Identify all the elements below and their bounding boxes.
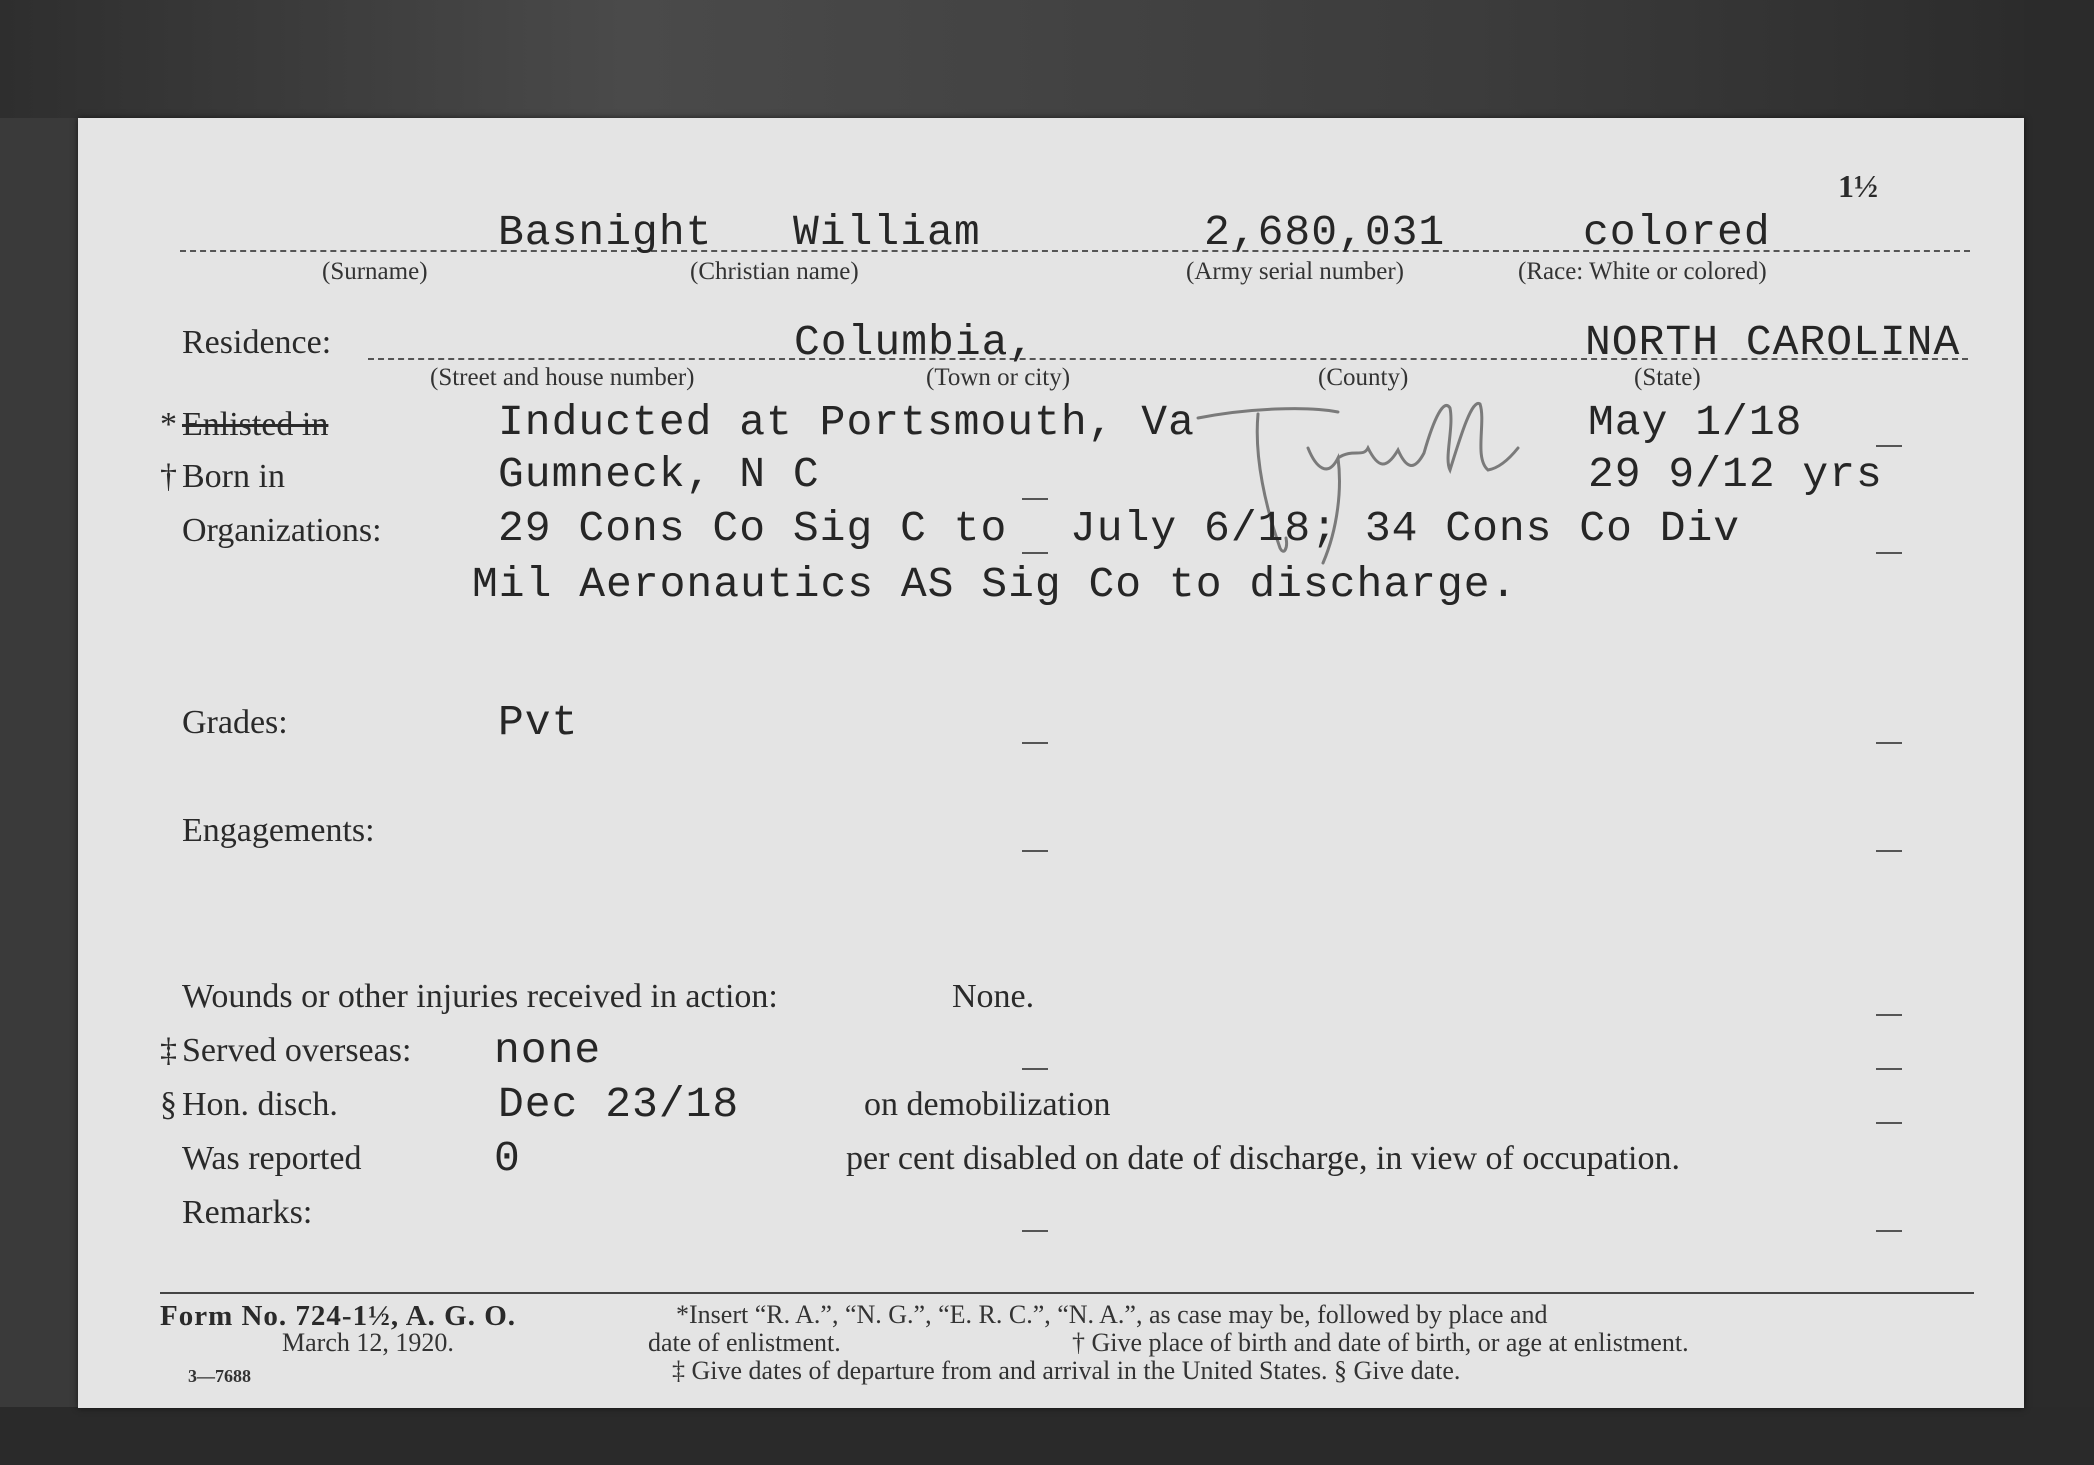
- serial-number-value: 2,680,031: [1204, 208, 1446, 257]
- dash: [1022, 1068, 1048, 1070]
- enlisted-label: Enlisted in: [182, 406, 329, 443]
- dash: [1876, 742, 1902, 744]
- dash: [1876, 1068, 1902, 1070]
- dash: [1876, 1122, 1902, 1124]
- form-code: 3—7688: [188, 1366, 251, 1386]
- overseas-label: Served overseas:: [182, 1032, 412, 1069]
- reported-label: Was reported: [182, 1140, 362, 1177]
- serial-number-label: (Army serial number): [1186, 258, 1404, 285]
- remarks-label: Remarks:: [182, 1194, 313, 1231]
- discharge-marker: §: [160, 1086, 177, 1123]
- born-marker: †: [160, 458, 177, 495]
- race-value: colored: [1583, 208, 1771, 257]
- dash: [1022, 742, 1048, 744]
- discharge-reason: on demobilization: [864, 1086, 1111, 1123]
- grades-label: Grades:: [182, 704, 288, 741]
- organizations-line1-part2: July 6/18; 34 Cons Co Div: [1070, 504, 1741, 553]
- form-date: March 12, 1920.: [282, 1328, 454, 1357]
- reported-value: 0: [494, 1134, 521, 1183]
- footnote-enlisted-b: date of enlistment.: [648, 1328, 841, 1357]
- organizations-line1-part1: 29 Cons Co Sig C to: [498, 504, 1008, 553]
- footnote-enlisted-a: *Insert “R. A.”, “N. G.”, “E. R. C.”, “N. A.”, as case may be, followed by place and: [676, 1300, 1548, 1329]
- residence-label: Residence:: [182, 324, 332, 361]
- enlisted-date: May 1/18: [1588, 398, 1803, 447]
- footer-rule: [160, 1292, 1974, 1294]
- christian-name-value: William: [793, 208, 981, 257]
- organizations-label: Organizations:: [182, 512, 382, 549]
- county-value: Tyrrell: [1192, 434, 1209, 440]
- dash: [1876, 1014, 1902, 1016]
- dash: [1022, 1230, 1048, 1232]
- street-label: (Street and house number): [430, 364, 695, 391]
- dash: [1022, 850, 1048, 852]
- grades-value: Pvt: [498, 698, 579, 747]
- discharge-date: Dec 23/18: [498, 1080, 740, 1129]
- footnote-birth: † Give place of birth and date of birth, or age at enlistment.: [1072, 1328, 1689, 1357]
- town-label: (Town or city): [926, 364, 1071, 391]
- scan-background-bottom: [0, 1407, 2094, 1465]
- dash: [1876, 1230, 1902, 1232]
- county-label: (County): [1318, 364, 1409, 391]
- scan-background-top: [0, 0, 2094, 118]
- enlisted-value: Inducted at Portsmouth, Va: [498, 398, 1195, 447]
- dash: [1022, 552, 1048, 554]
- race-label: (Race: White or colored): [1518, 258, 1767, 285]
- reported-text: per cent disabled on date of discharge, in view of occupation.: [846, 1140, 1680, 1177]
- wounds-label: Wounds or other injuries received in action:: [182, 978, 778, 1015]
- born-label: Born in: [182, 458, 285, 495]
- engagements-label: Engagements:: [182, 812, 375, 849]
- born-age: 29 9/12 yrs: [1588, 450, 1883, 499]
- overseas-marker: ‡: [160, 1032, 177, 1069]
- surname-value: Basnight: [498, 208, 713, 257]
- dash: [1876, 552, 1902, 554]
- corner-number: 1½: [1838, 168, 1878, 204]
- discharge-label: Hon. disch.: [182, 1086, 338, 1123]
- footnote-overseas: ‡ Give dates of departure from and arrival in the United States. § Give date.: [672, 1356, 1461, 1385]
- residence-state: NORTH CAROLINA: [1585, 318, 1961, 367]
- organizations-line2: Mil Aeronautics AS Sig Co to discharge.: [472, 560, 1518, 609]
- scan-background-right: [2024, 0, 2094, 1465]
- overseas-value: none: [494, 1026, 602, 1075]
- service-record-card: [78, 118, 2024, 1408]
- form-number: Form No. 724-1½, A. G. O.: [160, 1300, 517, 1332]
- surname-label: (Surname): [322, 258, 428, 285]
- enlisted-marker: *: [160, 406, 177, 443]
- dash: [1876, 850, 1902, 852]
- state-label: (State): [1634, 364, 1701, 391]
- dash: [1022, 498, 1048, 500]
- dash: [1876, 445, 1902, 447]
- born-value: Gumneck, N C: [498, 450, 820, 499]
- christian-name-label: (Christian name): [690, 258, 859, 285]
- wounds-value: None.: [952, 978, 1035, 1015]
- residence-town: Columbia,: [794, 318, 1036, 367]
